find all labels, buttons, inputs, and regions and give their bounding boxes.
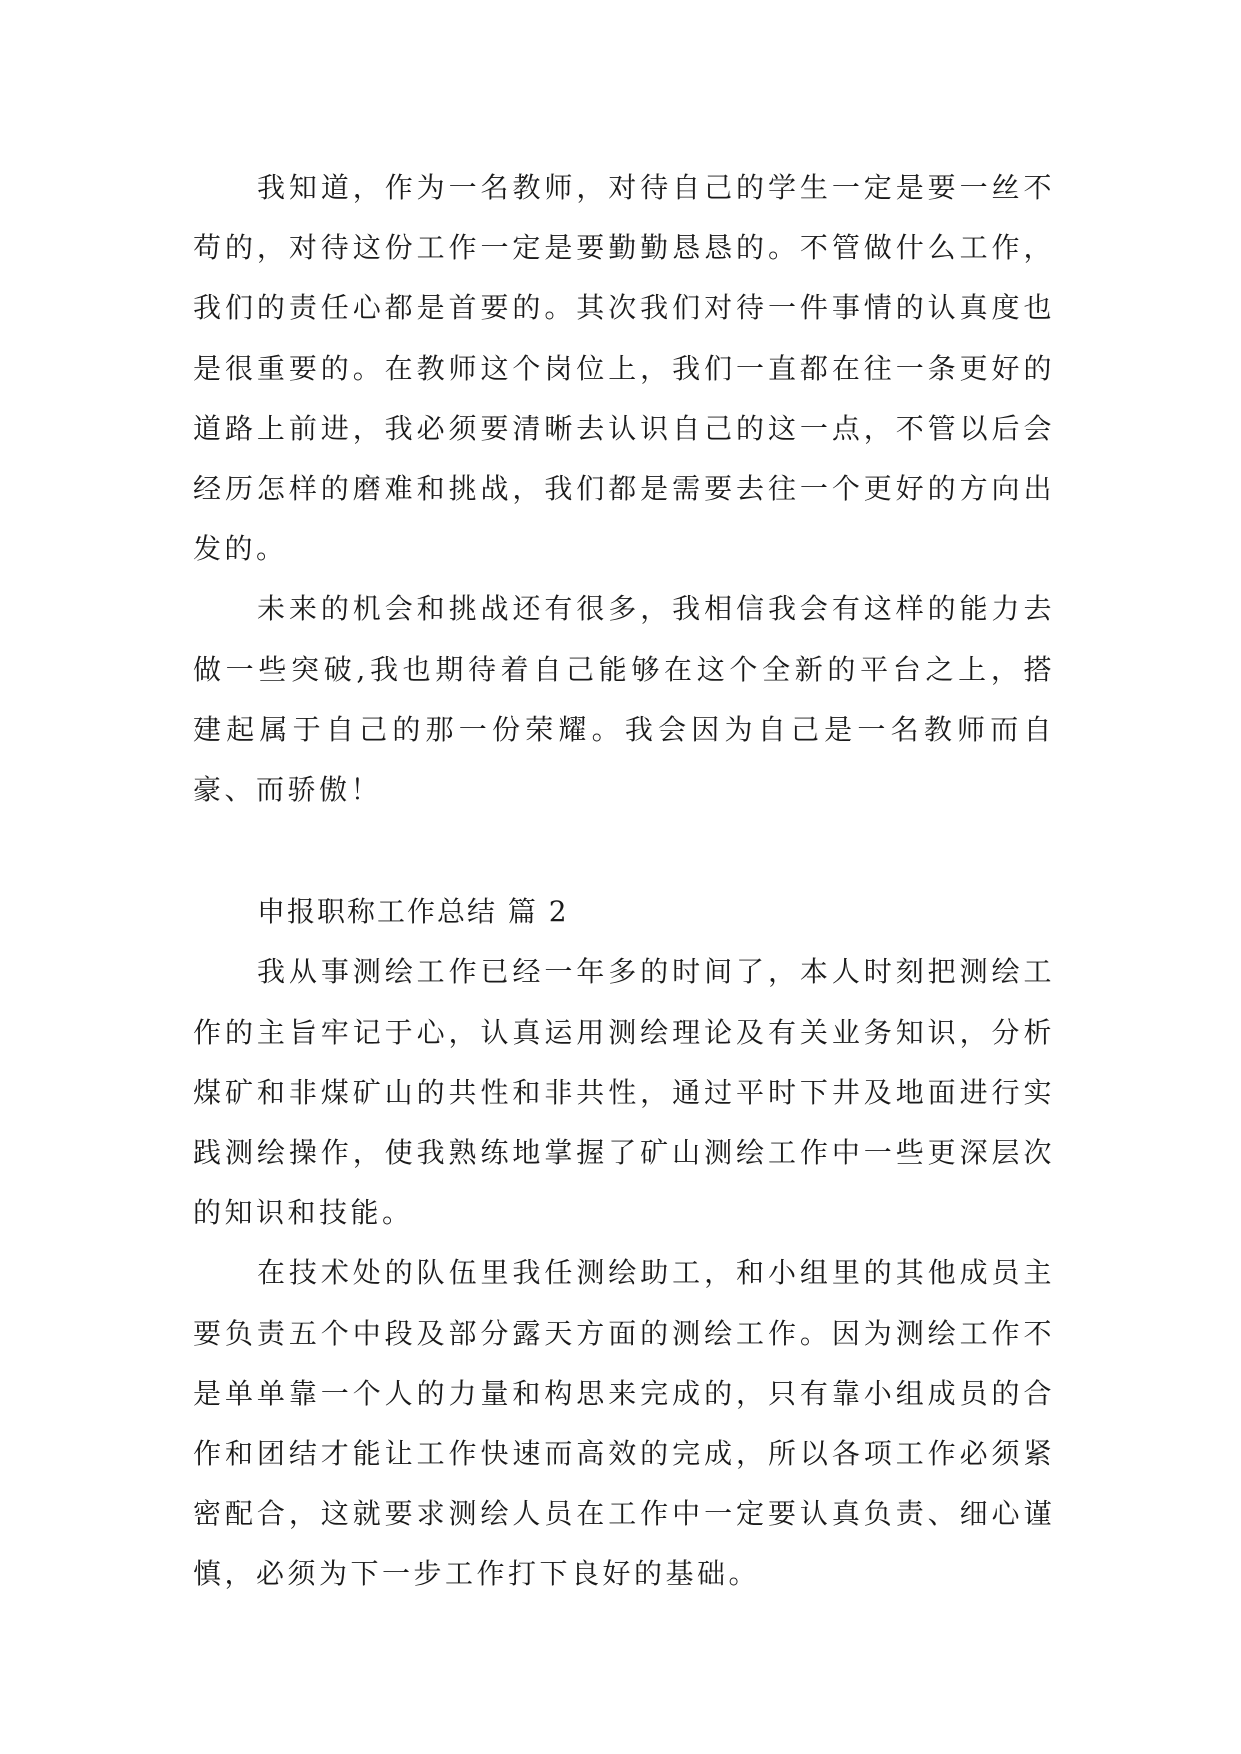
section-heading: 申报职称工作总结 篇 2: [257, 895, 569, 929]
section-spacer: [193, 820, 1055, 882]
document-body: [193, 158, 1055, 1605]
paragraph-future-opportunities: 未来的机会和挑战还有很多，我相信我会有这样的能力去做一些突破,我也期待着自己能够在这个全新的平台之上，搭建起属于自己的那一份荣耀。我会因为自己是一名教师而自豪、而骄傲！: [193, 592, 1055, 807]
paragraph-surveying-experience: 我从事测绘工作已经一年多的时间了，本人时刻把测绘工作的主旨牢记于心，认真运用测绘理论及有关业务知识，分析煤矿和非煤矿山的共性和非共性，通过平时下井及地面进行实践测绘操作，使我熟练地掌握了矿山测绘工作中一些更深层次的知识和技能。: [193, 955, 1055, 1230]
paragraph-team-work: 在技术处的队伍里我任测绘助工，和小组里的其他成员主要负责五个中段及部分露天方面的测绘工作。因为测绘工作不是单单靠一个人的力量和构思来完成的，只有靠小组成员的合作和团结才能让工作快速而高效的完成，所以各项工作必须紧密配合，这就要求测绘人员在工作中一定要认真负责、细心谨慎，必须为下一步工作打下良好的基础。: [193, 1256, 1055, 1591]
paragraph-teacher-responsibility: 我知道，作为一名教师，对待自己的学生一定是要一丝不苟的，对待这份工作一定是要勤勤恳恳的。不管做什么工作，我们的责任心都是首要的。其次我们对待一件事情的认真度也是很重要的。在教师这个岗位上，我们一直都在往一条更好的道路上前进，我必须要清晰去认识自己的这一点，不管以后会经历怎样的磨难和挑战，我们都是需要去往一个更好的方向出发的。: [193, 171, 1055, 566]
